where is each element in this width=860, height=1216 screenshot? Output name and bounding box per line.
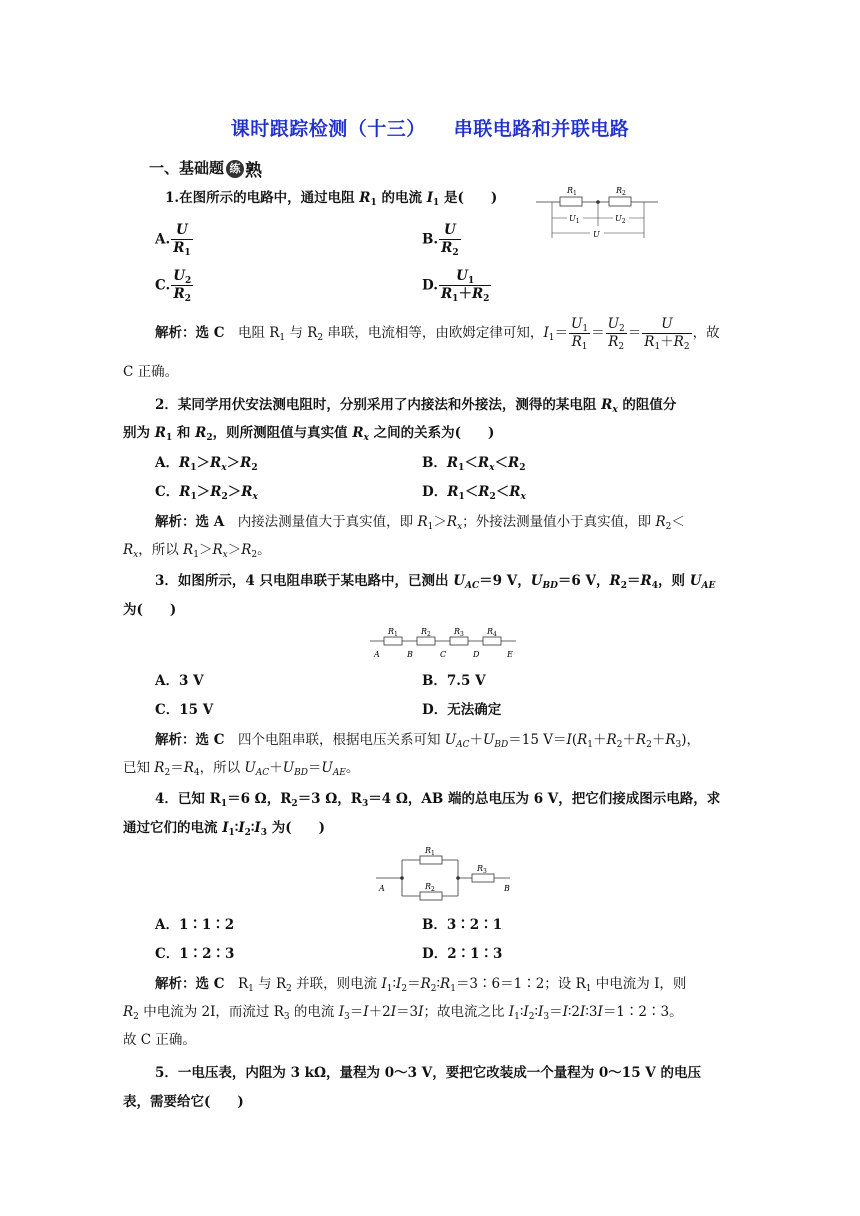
q4-option-c[interactable]: C．1∶2∶3 [155,946,235,962]
section-heading [149,156,262,181]
q3-stem-line2: 为( ) [123,602,177,618]
circuit-figure-3 [368,624,518,662]
q2-option-d[interactable]: D．$R_1<R_2<R_x$ [422,484,526,502]
circuit-figure-4 [374,842,518,902]
title-right: 串联电路和并联电路 [453,118,630,140]
q4-option-a[interactable]: A．1∶1∶2 [155,917,235,933]
section-big-char: 熟 [245,161,263,181]
fig3-node-e: E [507,650,513,659]
q2-stem-line1: 2．某同学用伏安法测电阻时，分别采用了内接法和外接法，测得的某电阻 $R_x$ 的阻值分 [155,397,677,415]
q2-analysis: 解析：选 A 内接法测量值大于真实值，即 $R_1>R_x$；外接法测量值小于真实值，即 $R_2<$ [155,514,685,532]
fig3-r1-label: $R_1$ [388,627,398,638]
fig3-node-a: A [374,650,380,659]
fig3-node-c: C [440,650,447,659]
q3-option-a[interactable]: A．3 V [155,673,204,689]
q3-option-c[interactable]: C．15 V [155,702,214,718]
fig1-u1-label: $U_1$ [569,214,580,225]
fig3-node-b: B [407,650,413,659]
fig3-r4-label: $R_4$ [487,627,497,638]
q1-option-b[interactable]: B. $\frac{U}{R_2}$ [422,222,459,258]
q3-analysis-line2: 已知 $R_2=R_4$，所以 $U_{AC}+U_{BD}=U_{AE}$。 [123,760,360,778]
fig1-u-label: U [593,230,600,239]
page-title [0,114,860,141]
q1-option-a[interactable]: A. $\frac{U}{R_1}$ [155,222,191,258]
q5-stem-line2: 表，需要给它( ) [123,1094,244,1110]
fig4-r1-label: $R_1$ [425,846,435,857]
q3-option-b[interactable]: B．7.5 V [422,673,486,689]
fig3-r3-label: $R_3$ [454,627,464,638]
q4-stem-line1: 4．已知 $R_1=6$ Ω，$R_2=3$ Ω，$R_3=4$ Ω，AB 端的总电压为 6 V，把它们接成图示电路，求 [155,791,721,809]
practice-badge: 练 [226,160,244,178]
fig1-u2-label: $U_2$ [615,214,626,225]
q4-option-d[interactable]: D．2∶1∶3 [422,946,503,962]
q2-option-a[interactable]: A．$R_1>R_x>R_2$ [155,455,258,473]
fig4-r3-label: $R_3$ [477,864,487,875]
title-left: 课时跟踪检测（十三） [230,118,426,140]
fig3-r2-label: $R_2$ [421,627,431,638]
q5-stem-line1: 5．一电压表，内阻为 3 kΩ，量程为 0～3 V，要把它改装成一个量程为 0～15 V 的电压 [155,1065,701,1081]
q2-analysis-line2: $R_x$，所以 $R_1>R_x>R_2$。 [123,542,271,560]
q2-option-c[interactable]: C．$R_1>R_2>R_x$ [155,484,258,502]
q2-stem-line2: 别为 $R_1$ 和 $R_2$，则所测阻值与真实值 $R_x$ 之间的关系为( ) [123,425,495,443]
q4-option-b[interactable]: B．3∶2∶1 [422,917,503,933]
q2-option-b[interactable]: B．$R_1<R_x<R_2$ [422,455,526,473]
fig4-r2-label: $R_2$ [425,882,435,893]
fig4-node-b: B [504,884,510,893]
fig4-node-a: A [379,884,385,893]
fig1-r1-label: $R_1$ [567,186,577,197]
q4-analysis-line2: $R_2$ 中电流为 2I，而流过 $R_3$ 的电流 $I_3=I+2I=3I$；故电流之比 $I_1∶I_2∶I_3=I∶2I∶3I=1∶2∶3$。 [123,1004,683,1022]
q4-analysis-line3: 故 C 正确。 [123,1032,196,1048]
q4-analysis: 解析：选 C $R_1$ 与 $R_2$ 并联，则电流 $I_1∶I_2=R_2∶R_1=3∶6=1∶2$；设 $R_1$ 中电流为 I，则 [155,976,687,994]
circuit-figure-1 [536,180,658,240]
q3-stem-line1: 3．如图所示，4 只电阻串联于某电路中，已测出 $U_{AC}=9$ V，$U_{BD}=6$ V，$R_2=R_4$，则 $U_{AE}$ [155,573,716,591]
q1-option-c[interactable]: C. $\frac{U_2}{R_2}$ [155,268,192,304]
fig1-r2-label: $R_2$ [616,186,626,197]
q3-option-d[interactable]: D．无法确定 [422,702,502,718]
section-label: 一、基础题 [149,159,225,177]
q1-analysis: 解析：选 C 电阻 $R_1$ 与 $R_2$ 串联，电流相等，由欧姆定律可知，$I_1=$ $\frac{U_1}{R_1}$ ＝ $\frac{U_2}{R_2}$ ＝ $\frac{U}{R_1+R_2}$ ，故 [155,316,720,352]
fig3-node-d: D [473,650,480,659]
q1-analysis-line2: C 正确。 [123,364,179,380]
q3-analysis: 解析：选 C 四个电阻串联，根据电压关系可知 $U_{AC}+U_{BD}=15$ $V=I(R_1+R_2+R_2+R_3)$， [155,732,701,750]
q4-stem-line2: 通过它们的电流 $I_1∶I_2∶I_3$ 为( ) [123,820,325,838]
q1-option-d[interactable]: D. $\frac{U_1}{R_1+R_2}$ [422,268,490,304]
q1-stem: 1.在图所示的电路中，通过电阻 $R_1$ 的电流 $I_1$ 是( ) [165,190,498,208]
